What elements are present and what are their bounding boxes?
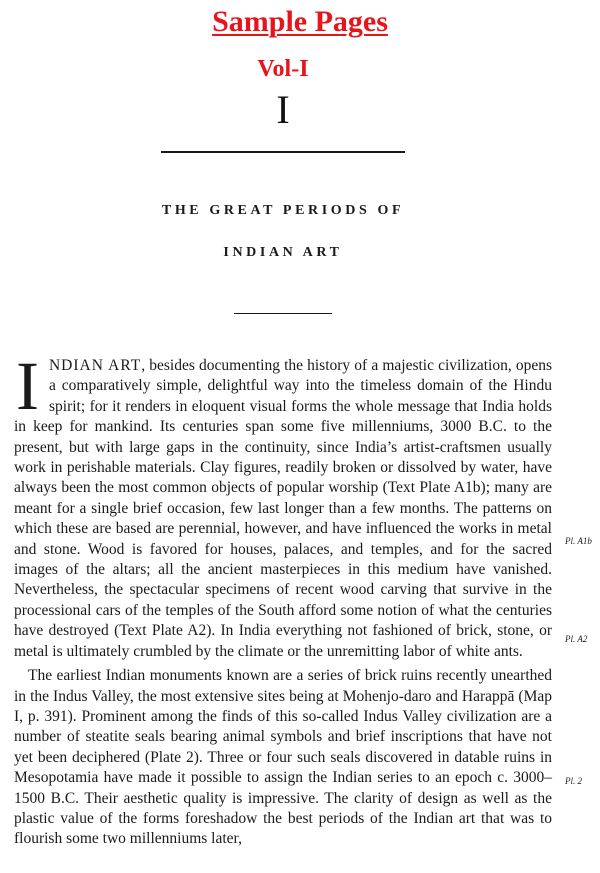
drop-cap: I [16,348,39,424]
body-text [14,348,552,850]
banner-title [0,4,600,40]
chapter-heading-line-2: INDIAN ART [223,245,343,260]
paragraph-1 [14,348,552,662]
heading-divider [234,313,332,314]
chapter-number: I [276,87,290,132]
chapter-heading-line-1: THE GREAT PERIODS OF [161,203,405,218]
margin-note-plate-a2: Pl. A2 [565,634,588,644]
banner-title-text: Sample Pages [212,5,388,38]
margin-note-plate-a1b: Pl. A1b [565,536,592,546]
paragraph-1-text: , besides documenting the history of a majestic civilization, opens a comparatively simple, delightful way into the timeless domain of the Hindu spirit; for it renders in eloquent visual forms the whole message that India holds in keep for mankind. Its centuries span some five millenniums, 3000 B.C. to the present, but with large gaps in the continuity, since India’s artist-craftsmen usually work in perishable materials. Clay figures, readily broken or dissolved by water, have always been the most common objects of popular worship (Text Plate A1b); many are meant for a single brief occasion, few last longer than a few months. The patterns on which these are based are perennial, however, and have influenced the works in metal and stone. Wood is favored for houses, palaces, and temples, and for the sacred images of the altars; all the ancient masterpieces in this medium have vanished. Nevertheless, the spectacular specimens of recent wood carving that survive in the processional cars of the temples of the South afford some notion of what the centuries have destroyed (Text Plate A2). In India everything not fashioned of brick, stone, or metal is ultimately crumbled by the climate or the unremitting labor of white ants. [14,357,552,660]
margin-note-plate-2: Pl. 2 [565,776,582,786]
chapter-divider [161,151,405,153]
volume-label: Vol-I [257,56,309,82]
lead-small-caps: NDIAN ART [48,357,142,374]
paragraph-2: The earliest Indian monuments known are a series of brick ruins recently unearthed in the Indus Valley, the most extensive sites being at Mohenjo-daro and Harappā (Map I, p. 391). Prominent among the finds of this so-called Indus Valley civilization are a number of steatite seals bearing animal symbols and brief inscriptions that have not yet been deciphered (Plate 2). Three or four such seals discovered in datable ruins in Mesopotamia have made it possible to assign the Indian series to an epoch c. 3000–1500 B.C. Their aesthetic quality is impressive. The clarity of design as well as the plastic value of the forms foreshadow the best periods of the Indian art that was to flourish some two millenniums later, [14,667,552,848]
